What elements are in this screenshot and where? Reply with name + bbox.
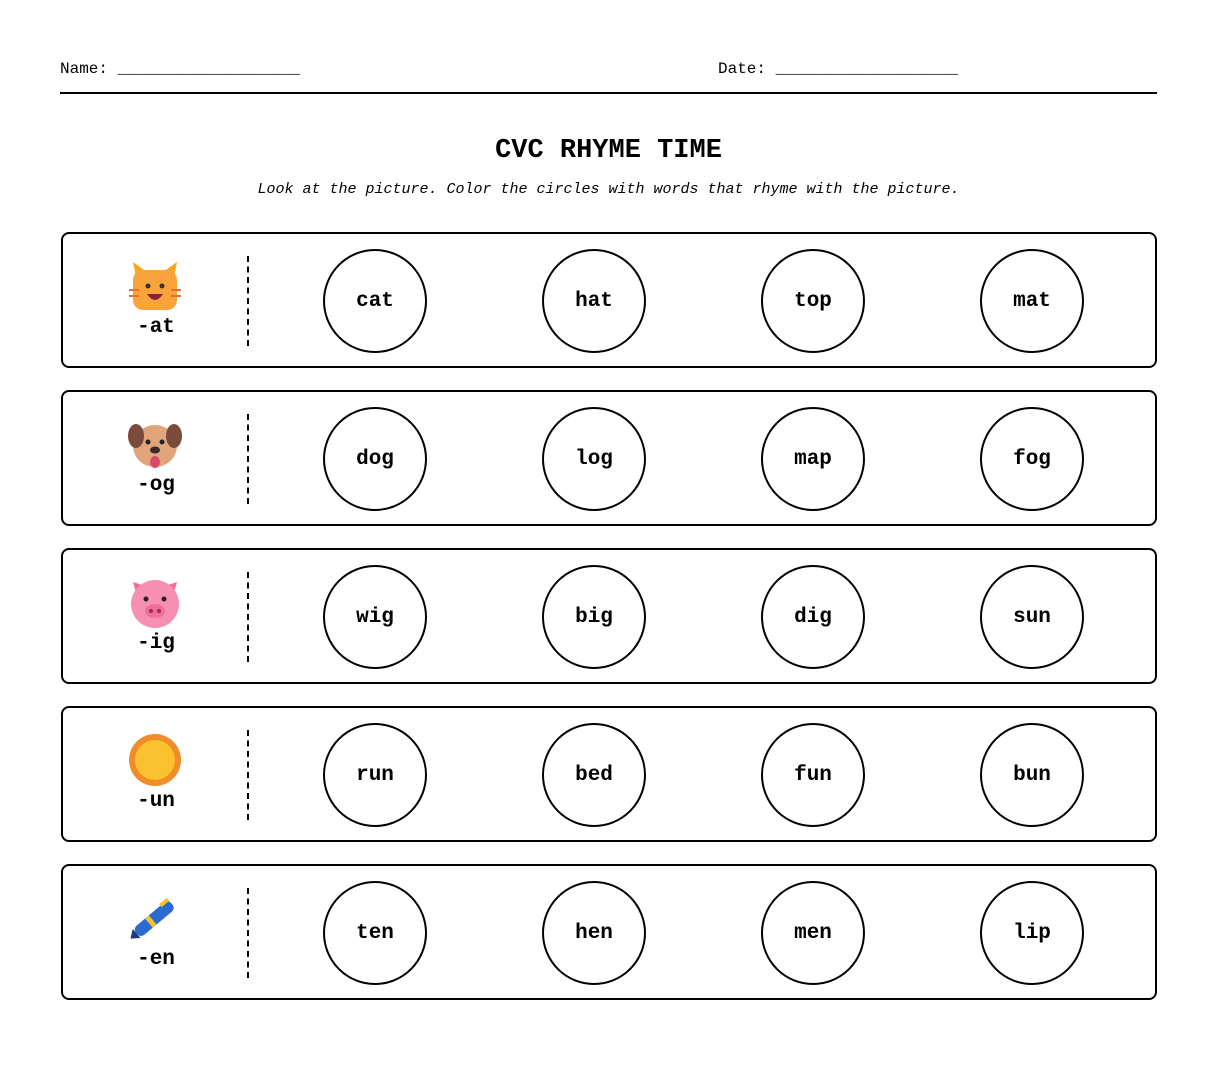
rhyme-row-en — [61, 864, 1157, 1000]
dashed-divider — [247, 888, 249, 978]
rhyme-row-ig — [61, 548, 1157, 684]
word-circle-dig[interactable]: dig — [761, 565, 865, 669]
cat-face-icon — [127, 258, 183, 314]
word-family-label: -un — [137, 790, 175, 813]
word-circle-wig[interactable]: wig — [323, 565, 427, 669]
dashed-divider — [247, 256, 249, 346]
rhyme-row-at — [61, 232, 1157, 368]
word-circle-log[interactable]: log — [542, 407, 646, 511]
word-circle-top[interactable]: top — [761, 249, 865, 353]
header-divider — [60, 92, 1157, 94]
date-label: Date: — [718, 60, 767, 78]
word-circle-dog[interactable]: dog — [323, 407, 427, 511]
name-field[interactable] — [60, 60, 300, 78]
word-family-label: -en — [137, 948, 175, 971]
name-label: Name: — [60, 60, 109, 78]
dashed-divider — [247, 730, 249, 820]
word-circle-bed[interactable]: bed — [542, 723, 646, 827]
word-circle-map[interactable]: map — [761, 407, 865, 511]
page-title: CVC RHYME TIME — [495, 136, 722, 166]
word-circle-lip[interactable]: lip — [980, 881, 1084, 985]
rhyme-row-un — [61, 706, 1157, 842]
dashed-divider — [247, 414, 249, 504]
pen-icon — [127, 890, 183, 946]
word-circle-cat[interactable]: cat — [323, 249, 427, 353]
word-circle-sun[interactable]: sun — [980, 565, 1084, 669]
word-family-label: -ig — [137, 632, 175, 655]
word-circle-fun[interactable]: fun — [761, 723, 865, 827]
rhyme-row-og — [61, 390, 1157, 526]
word-family-label: -at — [137, 316, 175, 339]
date-field[interactable] — [718, 60, 958, 78]
word-circle-mat[interactable]: mat — [980, 249, 1084, 353]
pig-face-icon — [127, 574, 183, 630]
word-circle-men[interactable]: men — [761, 881, 865, 985]
word-circle-fog[interactable]: fog — [980, 407, 1084, 511]
word-family-label: -og — [137, 474, 175, 497]
dashed-divider — [247, 572, 249, 662]
instructions: Look at the picture. Color the circles with words that rhyme with the picture. — [257, 181, 960, 198]
name-blank[interactable]: ___________________ — [117, 60, 301, 78]
dog-face-icon — [127, 416, 183, 472]
word-circle-hat[interactable]: hat — [542, 249, 646, 353]
word-circle-hen[interactable]: hen — [542, 881, 646, 985]
word-circle-bun[interactable]: bun — [980, 723, 1084, 827]
word-circle-big[interactable]: big — [542, 565, 646, 669]
word-circle-ten[interactable]: ten — [323, 881, 427, 985]
sun-icon — [127, 732, 183, 788]
word-circle-run[interactable]: run — [323, 723, 427, 827]
date-blank[interactable]: ___________________ — [775, 60, 959, 78]
